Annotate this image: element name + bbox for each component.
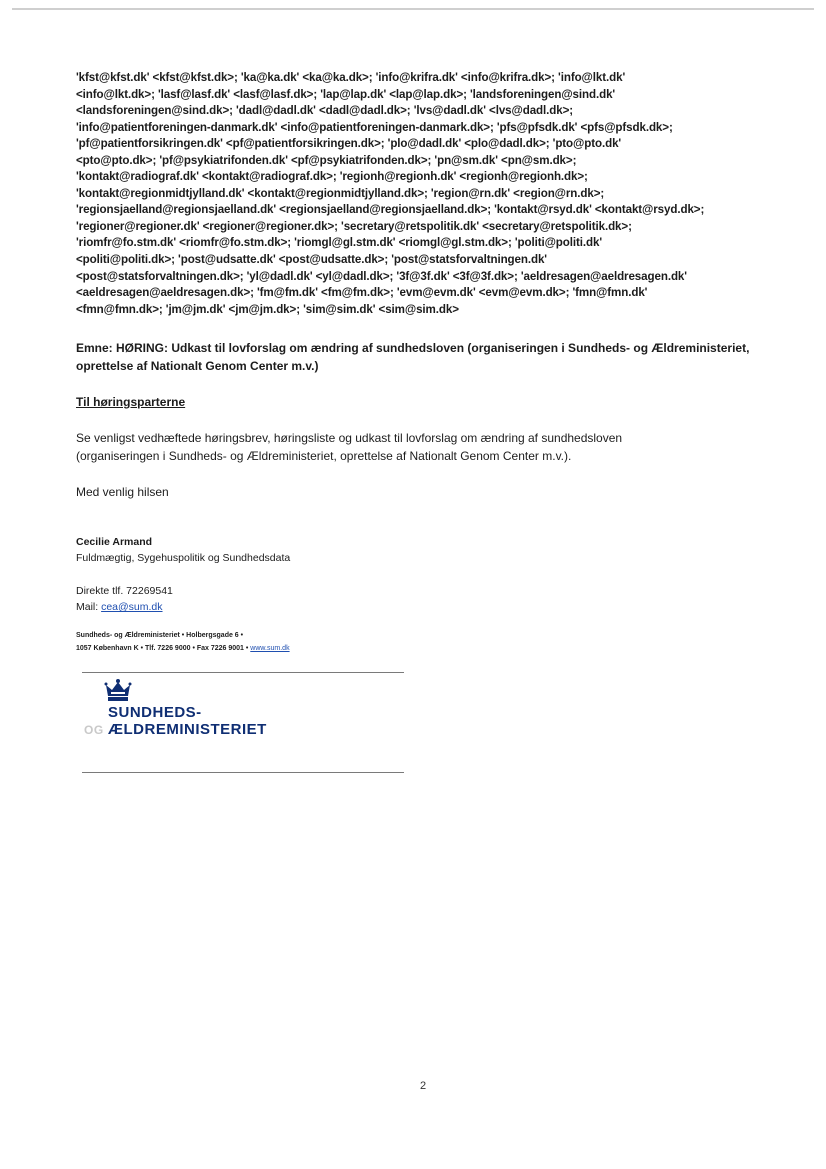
recipient-line: <landsforeningen@sind.dk>; 'dadl@dadl.dk' <dadl@dadl.dk>; 'lvs@dadl.dk' <lvs@dadl.dk>; [76,104,574,118]
signature-title: Fuldmægtig, Sygehuspolitik og Sundhedsdata [76,552,291,564]
recipient-line: 'regionsjaelland@regionsjaelland.dk' <regionsjaelland@regionsjaelland.dk>; 'kontakt@rsyd.dk' <kontakt@rsyd.dk>; [76,203,705,217]
recipient-line: 'pf@patientforsikringen.dk' <pf@patientforsikringen.dk>; 'plo@dadl.dk' <plo@dadl.dk>; 'pto@pto.dk' [76,137,622,151]
page-number: 2 [420,1080,427,1092]
mail-link[interactable]: cea@sum.dk [101,601,163,613]
recipient-line: <aeldresagen@aeldresagen.dk>; 'fm@fm.dk' <fm@fm.dk>; 'evm@evm.dk' <evm@evm.dk>; 'fmn@fmn.dk' [76,286,648,300]
recipient-line: 'kfst@kfst.dk' <kfst@kfst.dk>; 'ka@ka.dk' <ka@ka.dk>; 'info@krifra.dk' <info@krifra.dk>; 'info@lkt.dk' [76,71,626,84]
recipient-line: <info@lkt.dk>; 'lasf@lasf.dk' <lasf@lasf.dk>; 'lap@lap.dk' <lap@lap.dk>; 'landsforeningen@sind.dk' [76,87,616,101]
signature-name: Cecilie Armand [76,536,153,548]
body-paragraph [76,430,776,465]
salutation-heading: Til høringsparterne [76,395,186,409]
subject-line: oprettelse af Nationalt Genom Center m.v.) [76,358,319,373]
mail-label: Mail: [76,601,102,613]
recipient-line: <pto@pto.dk>; 'pf@psykiatrifonden.dk' <pf@psykiatrifonden.dk>; 'pn@sm.dk' <pn@sm.dk>; [76,153,577,167]
signature-mail [76,601,163,613]
recipient-line: 'info@patientforeningen-danmark.dk' <info@patientforeningen-danmark.dk>; 'pfs@pfsdk.dk' <pfs@pfsdk.dk>; [76,120,673,134]
address-line: Sundheds- og Ældreministeriet • Holbergsgade 6 • [76,632,244,639]
logo-og-text: OG [84,723,104,737]
logo-text-line: ÆLDREMINISTERIET [108,721,267,738]
top-divider [12,8,814,10]
website-link[interactable]: www.sum.dk [250,645,290,652]
subject [76,340,776,375]
logo-bottom-rule [82,772,404,773]
body-line: Se venligst vedhæftede høringsbrev, høringsliste og udkast til lovforslag om ændring af sundhedsloven [76,431,623,445]
logo-text-line: SUNDHEDS- [108,704,202,721]
recipient-line: 'kontakt@regionmidtjylland.dk' <kontakt@regionmidtjylland.dk>; 'region@rn.dk' <region@rn.dk>; [76,186,605,200]
recipient-line: 'regioner@regioner.dk' <regioner@regioner.dk>; 'secretary@retspolitik.dk' <secretary@retspolitik.dk>; [76,219,632,233]
logo-top-rule [82,672,404,673]
recipient-line: <post@statsforvaltningen.dk>; 'yl@dadl.dk' <yl@dadl.dk>; '3f@3f.dk' <3f@3f.dk>; 'aeldresagen@aeldresagen.dk' [76,269,687,283]
address-contact: 1057 København K • Tlf. 7226 9000 • Fax 7226 9001 • [76,645,251,652]
closing-greeting: Med venlig hilsen [76,485,169,499]
recipient-line: 'riomfr@fo.stm.dk' <riomfr@fo.stm.dk>; 'riomgl@gl.stm.dk' <riomgl@gl.stm.dk>; 'politi@politi.dk' [76,236,602,250]
subject-line: Emne: HØRING: Udkast til lovforslag om ændring af sundhedsloven (organiseringen i Sundheds- og Ældreministeriet, [76,341,750,355]
recipient-line: <fmn@fmn.dk>; 'jm@jm.dk' <jm@jm.dk>; 'sim@sim.dk' <sim@sim.dk> [76,302,459,316]
crown-icon [104,678,132,704]
recipient-line: <politi@politi.dk>; 'post@udsatte.dk' <post@udsatte.dk>; 'post@statsforvaltningen.dk' [76,253,547,267]
address-line [76,645,290,652]
signature-phone: Direkte tlf. 72269541 [76,585,173,597]
recipient-line: 'kontakt@radiograf.dk' <kontakt@radiograf.dk>; 'regionh@regionh.dk' <regionh@regionh.dk>; [76,170,588,184]
body-line: (organiseringen i Sundheds- og Ældreministeriet, oprettelse af Nationalt Genom Center m.v.). [76,448,572,463]
recipients-block [76,70,776,318]
